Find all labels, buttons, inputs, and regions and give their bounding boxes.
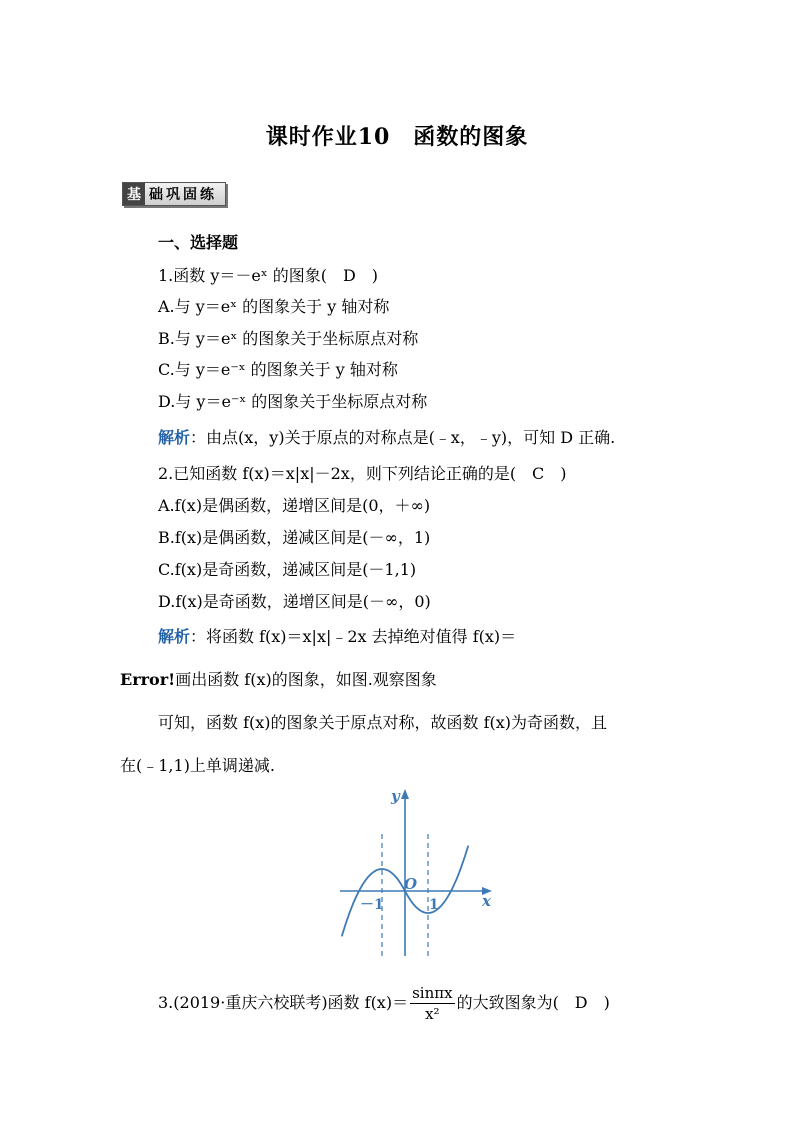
function-graph bbox=[336, 784, 496, 964]
q1-option-d: D.与 y＝e⁻ˣ 的图象关于坐标原点对称 bbox=[158, 392, 428, 411]
q3-stem bbox=[158, 982, 610, 1024]
q2-analysis-line2 bbox=[120, 669, 437, 691]
q2-analysis bbox=[158, 626, 516, 648]
q3-prefix: 3.(2019·重庆六校联考)函数 f(x)＝ bbox=[158, 993, 409, 1012]
q2-stem: 2.已知函数 f(x)＝x|x|－2x，则下列结论正确的是( C ) bbox=[158, 464, 567, 483]
q2-option-c: C.f(x)是奇函数，递减区间是(－1,1) bbox=[158, 560, 417, 579]
y-axis-label: y bbox=[391, 787, 400, 805]
tick-label-neg-1: －1 bbox=[360, 897, 384, 913]
q1-analysis bbox=[158, 427, 615, 449]
badge-rest: 础巩固练 bbox=[149, 187, 217, 203]
section-badge bbox=[122, 182, 226, 206]
page-title: 课时作业10 函数的图象 bbox=[265, 124, 529, 150]
q1-option-a: A.与 y＝eˣ 的图象关于 y 轴对称 bbox=[158, 297, 390, 316]
q2-line2-text: 画出函数 f(x)的图象，如图.观察图象 bbox=[175, 670, 437, 689]
q2-option-b: B.f(x)是偶函数，递减区间是(－∞，1) bbox=[158, 528, 431, 547]
q1-analysis-text: ：由点(x，y)关于原点的对称点是(﹣x，﹣y)，可知 D 正确. bbox=[190, 428, 616, 447]
y-axis-arrow bbox=[401, 789, 409, 799]
badge-first-char: 基 bbox=[123, 183, 145, 205]
x-axis-label: x bbox=[482, 892, 491, 910]
q2-analysis-text: ：将函数 f(x)＝x|x|﹣2x 去掉绝对值得 f(x)＝ bbox=[190, 627, 517, 646]
q2-analysis-line4: 在(﹣1,1)上单调递减. bbox=[120, 756, 276, 775]
q2-option-d: D.f(x)是奇函数，递增区间是(－∞，0) bbox=[158, 592, 431, 611]
q1-analysis-label: 解析 bbox=[158, 428, 191, 447]
q3-fraction-denominator: x² bbox=[425, 1005, 440, 1023]
error-text: Error! bbox=[120, 670, 176, 689]
q2-analysis-line3: 可知，函数 f(x)的图象关于原点对称，故函数 f(x)为奇函数，且 bbox=[158, 713, 608, 732]
q3-fraction bbox=[410, 983, 454, 1024]
section-heading: 一、选择题 bbox=[158, 233, 239, 252]
q3-fraction-numerator: sinπx bbox=[412, 984, 453, 1002]
q3-suffix: 的大致图象为( D ) bbox=[456, 993, 610, 1012]
origin-label: O bbox=[404, 875, 418, 893]
q2-option-a: A.f(x)是偶函数，递增区间是(0，＋∞) bbox=[158, 496, 431, 515]
q1-stem: 1.函数 y＝－eˣ 的图象( D ) bbox=[158, 266, 379, 285]
q1-option-b: B.与 y＝eˣ 的图象关于坐标原点对称 bbox=[158, 329, 419, 348]
q1-option-c: C.与 y＝e⁻ˣ 的图象关于 y 轴对称 bbox=[158, 360, 398, 379]
q2-analysis-label: 解析 bbox=[158, 627, 191, 646]
tick-label-pos-1: 1 bbox=[429, 897, 439, 913]
